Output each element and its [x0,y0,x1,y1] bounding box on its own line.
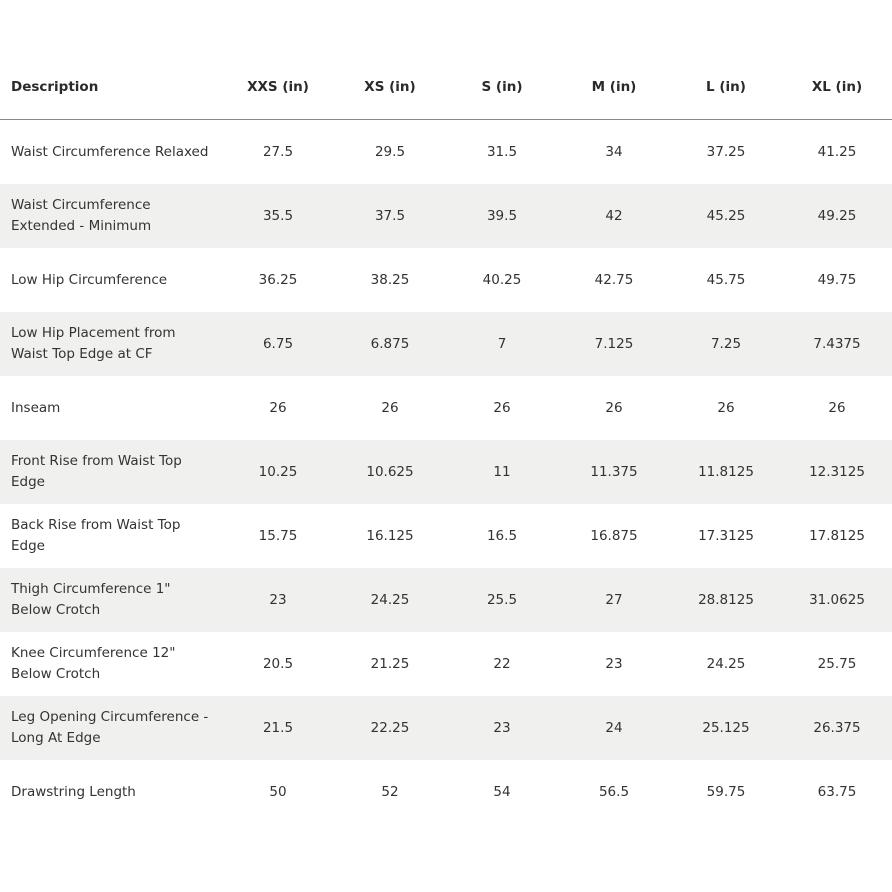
cell-l: 37.25 [706,143,746,160]
header-row [0,55,892,120]
table-row [0,632,892,696]
header-m: M (in) [558,55,670,120]
cell-m: 42.75 [594,271,634,288]
cell-s: 54 [493,783,511,800]
cell-xl: 31.0625 [782,568,892,632]
row-description: Leg Opening Circumference - Long At Edge [0,696,222,760]
cell-xl: 41.25 [817,143,857,160]
header-xl: XL (in) [782,55,892,120]
cell-xl: 12.3125 [782,440,892,504]
cell-xxs: 20.5 [262,655,294,672]
cell-xl: 25.75 [817,655,857,672]
cell-xxs: 36.25 [258,271,298,288]
cell-m: 56.5 [598,783,630,800]
header-s: S (in) [446,55,558,120]
cell-s: 23 [446,696,558,760]
table-row [0,440,892,504]
cell-m: 11.375 [558,440,670,504]
cell-l: 26 [717,399,735,416]
cell-s: 31.5 [486,143,518,160]
cell-s: 22 [493,655,511,672]
table-row [0,376,892,440]
size-chart-table [0,55,892,824]
cell-l: 45.75 [706,271,746,288]
cell-m: 34 [605,143,623,160]
table-row [0,120,892,185]
cell-l: 59.75 [706,783,746,800]
cell-xl: 17.8125 [809,527,865,544]
cell-s: 7 [446,312,558,376]
table-row [0,568,892,632]
cell-s: 11 [446,440,558,504]
cell-xs: 29.5 [374,143,406,160]
row-description: Knee Circumference 12" Below Crotch [11,645,176,682]
table-row [0,504,892,568]
cell-l: 11.8125 [670,440,782,504]
cell-xs: 26 [381,399,399,416]
cell-l: 24.25 [706,655,746,672]
cell-xs: 16.125 [366,527,414,544]
table-body [0,120,892,825]
cell-xxs: 21.5 [222,696,334,760]
cell-xs: 22.25 [334,696,446,760]
cell-s: 25.5 [446,568,558,632]
cell-l: 25.125 [670,696,782,760]
header-l: L (in) [670,55,782,120]
cell-xl: 26 [828,399,846,416]
row-description: Thigh Circumference 1" Below Crotch [0,568,222,632]
cell-m: 23 [605,655,623,672]
cell-l: 7.25 [670,312,782,376]
cell-xs: 24.25 [334,568,446,632]
row-description: Low Hip Placement from Waist Top Edge at CF [0,312,222,376]
cell-m: 7.125 [558,312,670,376]
header-xs: XS (in) [334,55,446,120]
table-row [0,312,892,376]
cell-s: 39.5 [446,184,558,248]
cell-s: 26 [493,399,511,416]
row-description: Low Hip Circumference [11,271,168,288]
cell-xxs: 35.5 [222,184,334,248]
row-description: Waist Circumference Extended - Minimum [0,184,222,248]
cell-xs: 37.5 [334,184,446,248]
row-description: Inseam [11,399,61,416]
cell-xl: 49.25 [782,184,892,248]
cell-xxs: 23 [222,568,334,632]
cell-s: 40.25 [482,271,522,288]
cell-m: 27 [558,568,670,632]
cell-xxs: 27.5 [262,143,294,160]
cell-s: 16.5 [486,527,518,544]
cell-m: 42 [558,184,670,248]
cell-xl: 63.75 [817,783,857,800]
cell-xs: 52 [381,783,399,800]
cell-xs: 38.25 [370,271,410,288]
cell-xs: 10.625 [334,440,446,504]
cell-m: 16.875 [590,527,638,544]
cell-xl: 26.375 [782,696,892,760]
cell-xl: 49.75 [817,271,857,288]
table-row [0,248,892,312]
row-description: Drawstring Length [11,783,136,800]
header-description: Description [0,55,222,120]
cell-xxs: 26 [269,399,287,416]
row-description: Waist Circumference Relaxed [11,143,209,160]
table-header [0,55,892,120]
table-row [0,184,892,248]
row-description: Front Rise from Waist Top Edge [0,440,222,504]
cell-l: 45.25 [670,184,782,248]
cell-xs: 21.25 [370,655,410,672]
table-row [0,696,892,760]
cell-xs: 6.875 [334,312,446,376]
row-description: Back Rise from Waist Top Edge [11,517,181,554]
cell-m: 26 [605,399,623,416]
cell-l: 28.8125 [670,568,782,632]
cell-xxs: 10.25 [222,440,334,504]
cell-xxs: 15.75 [258,527,298,544]
cell-xxs: 6.75 [222,312,334,376]
header-xxs: XXS (in) [222,55,334,120]
cell-m: 24 [558,696,670,760]
table-row [0,760,892,824]
cell-xl: 7.4375 [782,312,892,376]
cell-xxs: 50 [269,783,287,800]
cell-l: 17.3125 [698,527,754,544]
